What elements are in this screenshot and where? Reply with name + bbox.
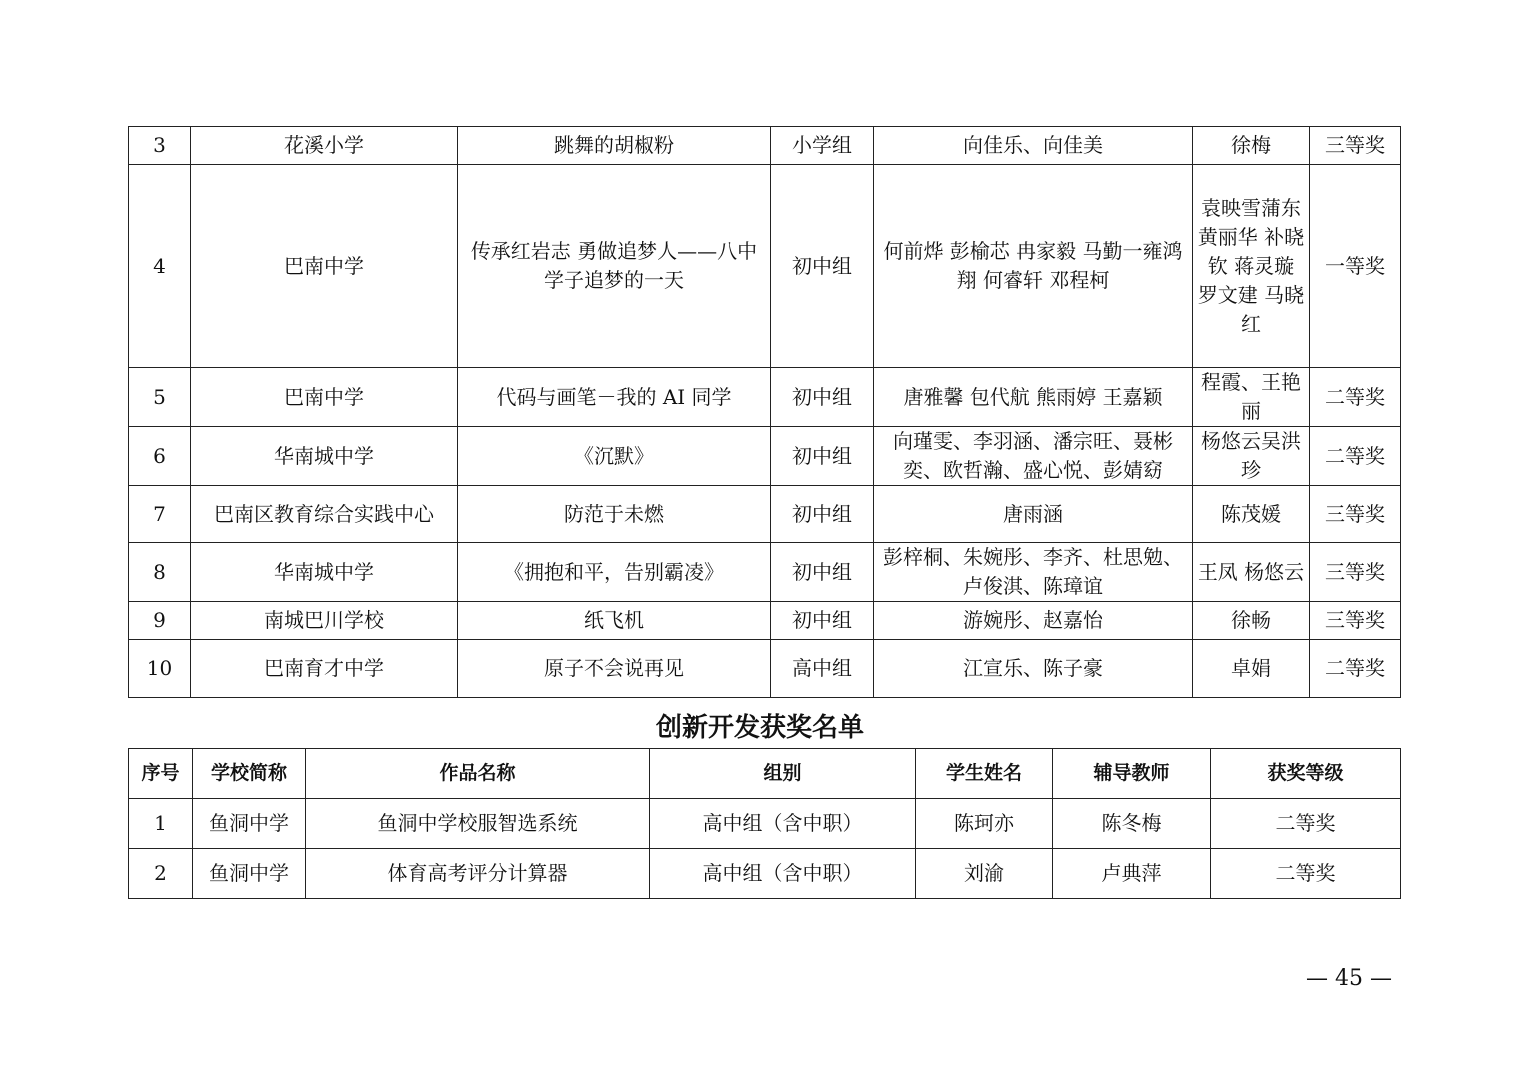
student-names: 唐雨涵 (874, 486, 1193, 543)
row-number: 10 (129, 640, 191, 698)
work-title: 传承红岩志 勇做追梦人——八中学子追梦的一天 (458, 165, 771, 368)
student-names: 江宣乐、陈子豪 (874, 640, 1193, 698)
innovation-award-table (128, 748, 1401, 899)
student-names: 唐雅馨 包代航 熊雨婷 王嘉颖 (874, 368, 1193, 427)
school-name: 巴南中学 (191, 368, 458, 427)
row-number: 9 (129, 602, 191, 640)
school-name: 鱼洞中学 (193, 799, 306, 849)
group-name: 小学组 (771, 127, 874, 165)
table-row (129, 127, 1401, 165)
table-row (129, 427, 1401, 486)
school-name: 巴南育才中学 (191, 640, 458, 698)
table-row (129, 849, 1401, 899)
school-name: 华南城中学 (191, 543, 458, 602)
award-level: 二等奖 (1211, 849, 1401, 899)
award-level: 二等奖 (1310, 640, 1401, 698)
row-number: 5 (129, 368, 191, 427)
award-level: 三等奖 (1310, 602, 1401, 640)
student-names: 向佳乐、向佳美 (874, 127, 1193, 165)
row-number: 7 (129, 486, 191, 543)
group-name: 高中组（含中职） (650, 799, 916, 849)
work-title: 体育高考评分计算器 (306, 849, 650, 899)
student-names: 向瑾雯、李羽涵、潘宗旺、聂彬奕、欧哲瀚、盛心悦、彭婧窈 (874, 427, 1193, 486)
student-names: 陈珂亦 (916, 799, 1053, 849)
group-name: 初中组 (771, 602, 874, 640)
table-row (129, 799, 1401, 849)
row-number: 1 (129, 799, 193, 849)
work-title: 代码与画笔－我的 AI 同学 (458, 368, 771, 427)
student-names: 彭梓桐、朱婉彤、李齐、杜思勉、卢俊淇、陈璋谊 (874, 543, 1193, 602)
work-title: 跳舞的胡椒粉 (458, 127, 771, 165)
award-level: 二等奖 (1211, 799, 1401, 849)
table-row (129, 368, 1401, 427)
table-header-row (129, 749, 1401, 799)
award-level: 二等奖 (1310, 427, 1401, 486)
school-name: 华南城中学 (191, 427, 458, 486)
award-level: 三等奖 (1310, 127, 1401, 165)
school-name: 南城巴川学校 (191, 602, 458, 640)
work-title: 原子不会说再见 (458, 640, 771, 698)
header-school: 学校简称 (193, 749, 306, 799)
table-row (129, 165, 1401, 368)
teacher-names: 卓娟 (1193, 640, 1310, 698)
school-name: 花溪小学 (191, 127, 458, 165)
teacher-names: 陈茂媛 (1193, 486, 1310, 543)
row-number: 2 (129, 849, 193, 899)
award-level: 二等奖 (1310, 368, 1401, 427)
teacher-names: 陈冬梅 (1053, 799, 1211, 849)
work-title: 《沉默》 (458, 427, 771, 486)
teacher-names: 王凤 杨悠云 (1193, 543, 1310, 602)
student-names: 游婉彤、赵嘉怡 (874, 602, 1193, 640)
table-row (129, 602, 1401, 640)
work-title: 防范于未燃 (458, 486, 771, 543)
teacher-names: 袁映雪蒲东 黄丽华 补晓钦 蒋灵璇 罗文建 马晓红 (1193, 165, 1310, 368)
header-students: 学生姓名 (916, 749, 1053, 799)
teacher-names: 卢典萍 (1053, 849, 1211, 899)
row-number: 6 (129, 427, 191, 486)
page-number: — 45 — (1306, 966, 1392, 991)
header-work: 作品名称 (306, 749, 650, 799)
row-number: 3 (129, 127, 191, 165)
header-group: 组别 (650, 749, 916, 799)
student-names: 刘渝 (916, 849, 1053, 899)
school-name: 巴南区教育综合实践中心 (191, 486, 458, 543)
school-name: 巴南中学 (191, 165, 458, 368)
group-name: 初中组 (771, 486, 874, 543)
group-name: 初中组 (771, 543, 874, 602)
award-level: 一等奖 (1310, 165, 1401, 368)
school-name: 鱼洞中学 (193, 849, 306, 899)
work-title: 《拥抱和平，告别霸凌》 (458, 543, 771, 602)
work-title: 纸飞机 (458, 602, 771, 640)
award-table-continued (128, 126, 1401, 698)
row-number: 4 (129, 165, 191, 368)
header-award: 获奖等级 (1211, 749, 1401, 799)
table-row (129, 486, 1401, 543)
teacher-names: 程霞、王艳丽 (1193, 368, 1310, 427)
work-title: 鱼洞中学校服智选系统 (306, 799, 650, 849)
teacher-names: 徐畅 (1193, 602, 1310, 640)
row-number: 8 (129, 543, 191, 602)
table-row (129, 543, 1401, 602)
group-name: 初中组 (771, 368, 874, 427)
group-name: 初中组 (771, 165, 874, 368)
group-name: 高中组 (771, 640, 874, 698)
group-name: 高中组（含中职） (650, 849, 916, 899)
section-title: 创新开发获奖名单 (655, 713, 864, 743)
teacher-names: 杨悠云吴洪珍 (1193, 427, 1310, 486)
header-teachers: 辅导教师 (1053, 749, 1211, 799)
header-no: 序号 (129, 749, 193, 799)
teacher-names: 徐梅 (1193, 127, 1310, 165)
award-level: 三等奖 (1310, 543, 1401, 602)
award-level: 三等奖 (1310, 486, 1401, 543)
group-name: 初中组 (771, 427, 874, 486)
table-row (129, 640, 1401, 698)
student-names: 何前烨 彭榆芯 冉家毅 马勤一雍鸿翔 何睿轩 邓程柯 (874, 165, 1193, 368)
